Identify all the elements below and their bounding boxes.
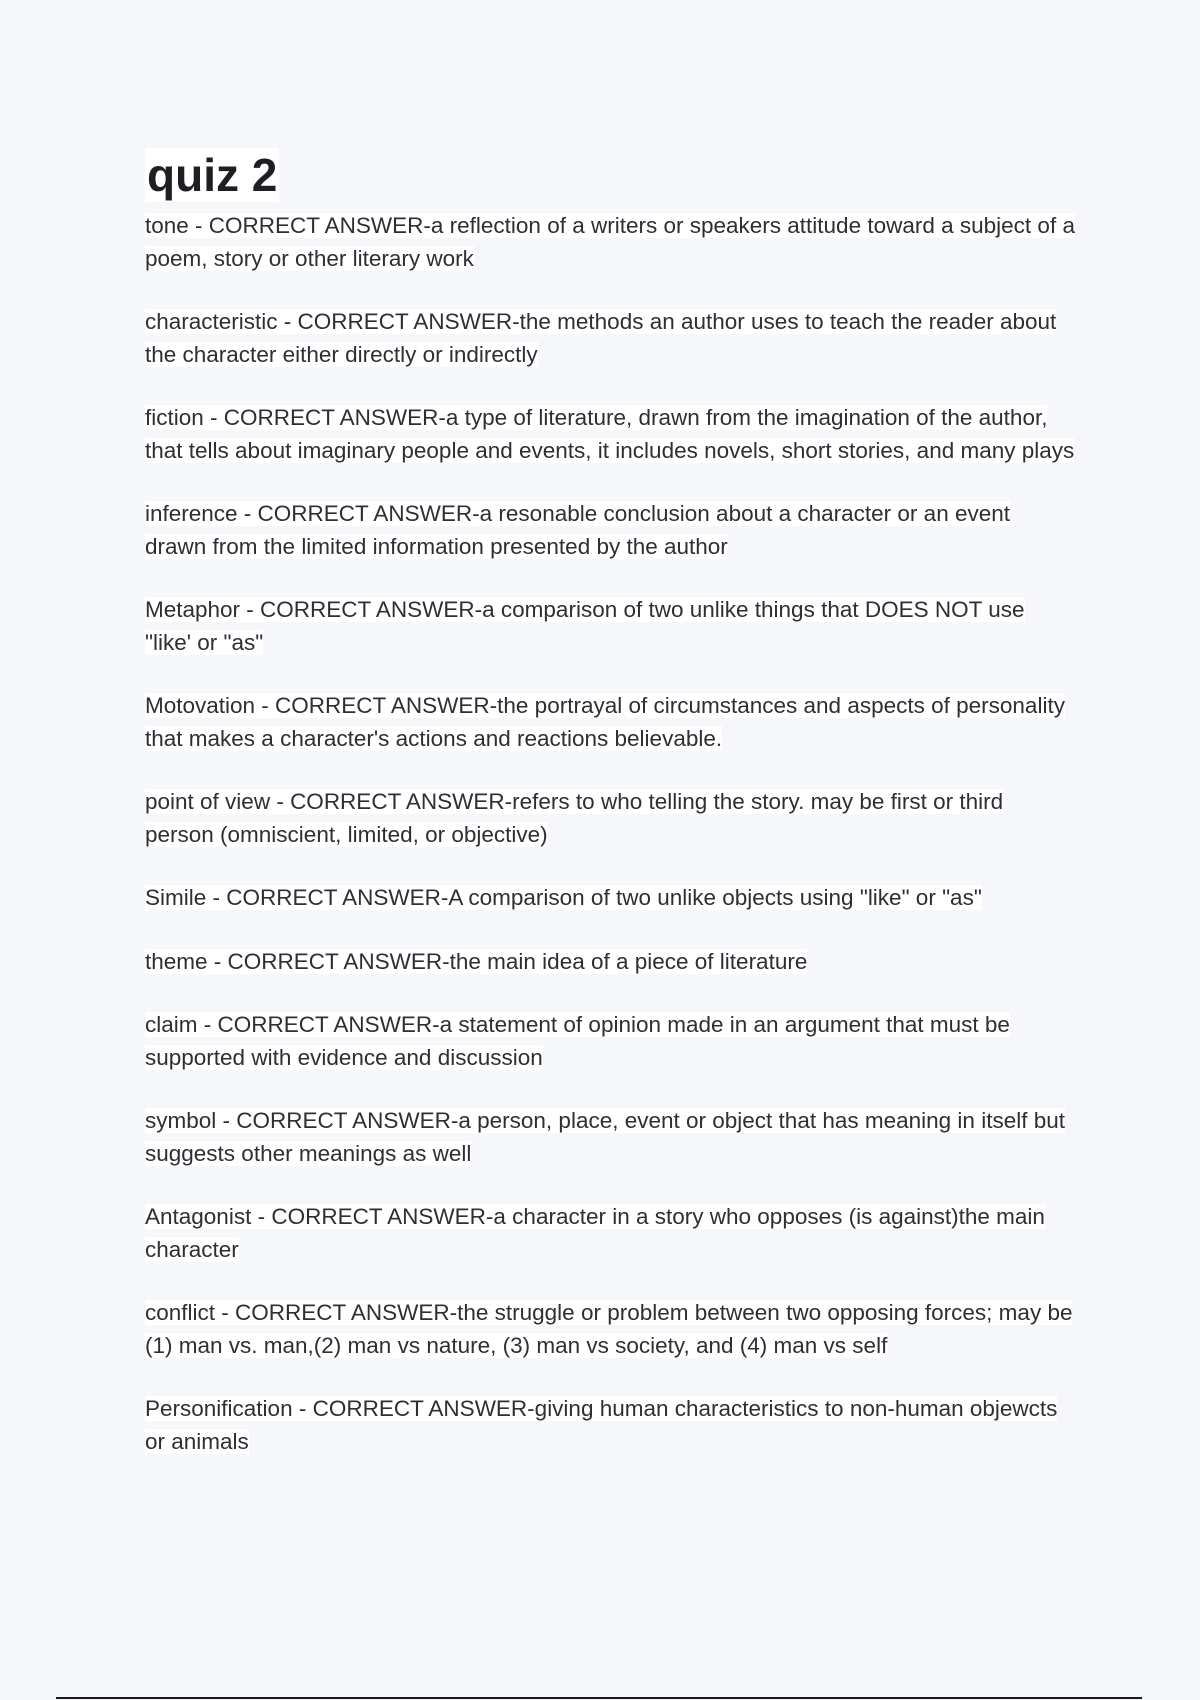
entry-text: Simile - CORRECT ANSWER-A comparison of two unlike objects using "like" or "as" <box>145 885 982 910</box>
entry-fiction <box>145 402 1075 467</box>
entry-metaphor <box>145 594 1075 659</box>
footer-divider <box>56 1697 1142 1699</box>
entry-text: theme - CORRECT ANSWER-the main idea of a piece of literature <box>145 948 808 974</box>
entry-point-of-view <box>145 786 1075 851</box>
entry-theme <box>145 946 1075 979</box>
entry-characteristic <box>145 306 1075 371</box>
entry-inference <box>145 498 1075 563</box>
entry-text: Personification - CORRECT ANSWER-giving human characteristics to non-human objewcts or animals <box>145 1396 1058 1454</box>
entry-text: conflict - CORRECT ANSWER-the struggle or problem between two opposing forces; may be (1) man vs. man,(2) man vs nature, (3) man vs society, and (4) man vs self <box>145 1300 1073 1358</box>
entry-text: Metaphor - CORRECT ANSWER-a comparison of two unlike things that DOES NOT use "like' or "as" <box>145 597 1025 655</box>
entry-claim <box>145 1009 1075 1074</box>
entry-text: inference - CORRECT ANSWER-a resonable conclusion about a character or an event drawn from the limited information presented by the author <box>145 501 1010 559</box>
entry-personification <box>145 1393 1075 1458</box>
document-body <box>145 148 1075 1489</box>
entry-antagonist <box>145 1201 1075 1266</box>
entry-text: tone - CORRECT ANSWER-a reflection of a writers or speakers attitude toward a subject of a poem, story or other literary work <box>145 213 1075 271</box>
entry-motovation <box>145 690 1075 755</box>
entry-simile <box>145 882 1075 915</box>
entry-symbol <box>145 1105 1075 1170</box>
entry-tone <box>145 210 1075 275</box>
entry-conflict <box>145 1297 1075 1362</box>
entry-text: characteristic - CORRECT ANSWER-the methods an author uses to teach the reader about the character either directly or indirectly <box>145 309 1057 367</box>
page-title: quiz 2 <box>147 149 278 201</box>
entry-text: claim - CORRECT ANSWER-a statement of opinion made in an argument that must be supported with evidence and discussion <box>145 1012 1010 1070</box>
entry-text: Antagonist - CORRECT ANSWER-a character in a story who opposes (is against)the main character <box>145 1204 1045 1262</box>
entry-text: fiction - CORRECT ANSWER-a type of literature, drawn from the imagination of the author, that tells about imaginary people and events, it includes novels, short stories, and many plays <box>145 405 1075 463</box>
entry-text: Motovation - CORRECT ANSWER-the portrayal of circumstances and aspects of personality that makes a character's actions and reactions believable. <box>145 693 1065 751</box>
entry-text: point of view - CORRECT ANSWER-refers to who telling the story. may be first or third person (omniscient, limited, or objective) <box>145 789 1004 847</box>
entry-text: symbol - CORRECT ANSWER-a person, place, event or object that has meaning in itself but suggests other meanings as well <box>145 1108 1065 1166</box>
